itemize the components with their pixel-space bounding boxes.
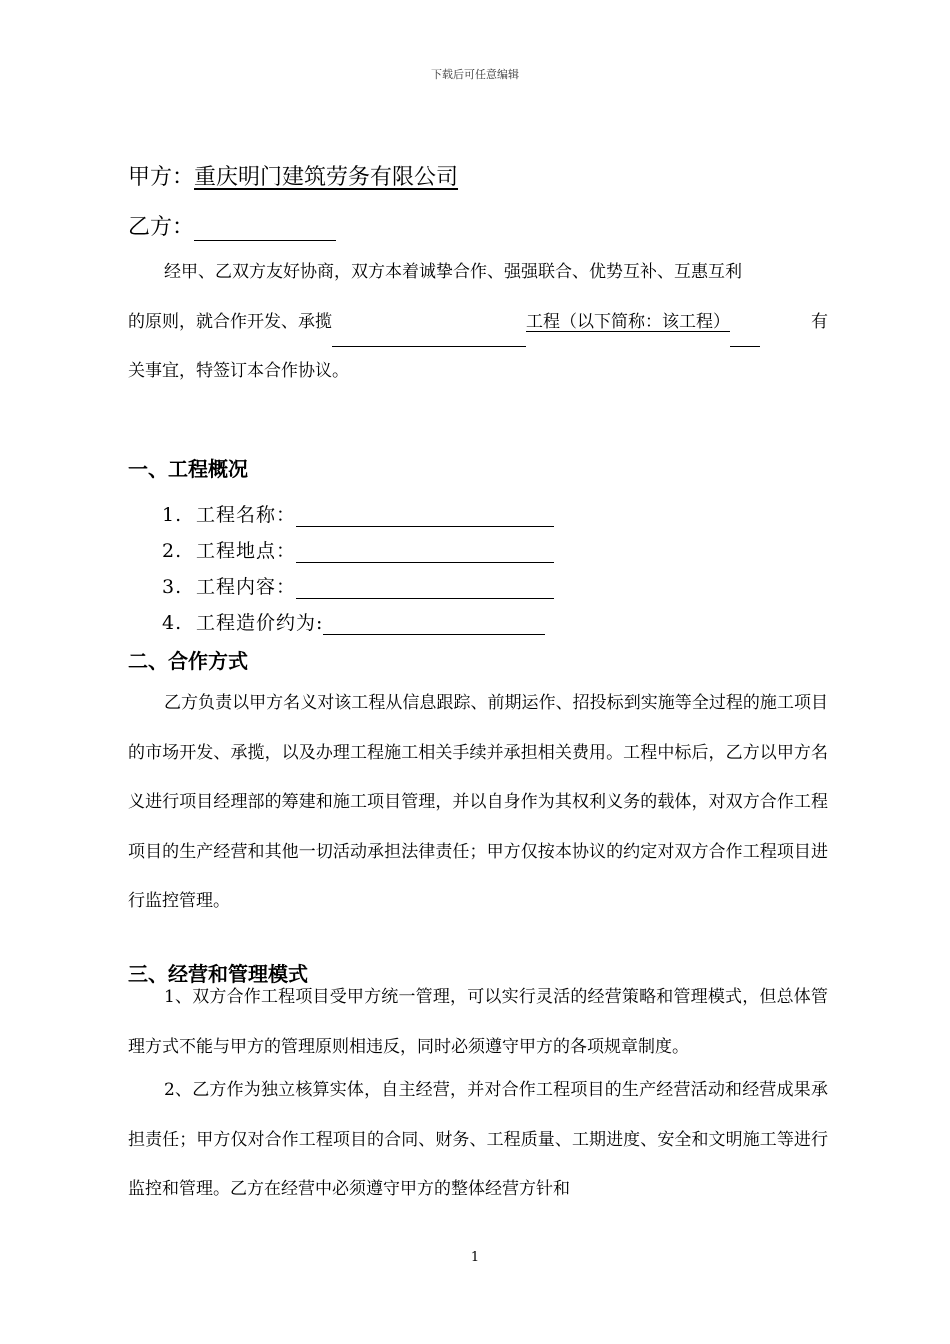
intro-line-2-underlined: 工程（以下简称：该工程） [526, 311, 730, 332]
party-b-blank [194, 218, 336, 241]
party-b-label: 乙方： [128, 215, 195, 240]
item-project-name [162, 500, 554, 527]
section-2-body: 乙方负责以甲方名义对该工程从信息跟踪、前期运作、招投标到实施等全过程的施工项目的市场开发、承揽，以及办理工程施工相关手续并承担相关费用。工程中标后，乙方以甲方名义进行项目经理部的筹建和施工项目管理，并以自身作为其权利义务的载体，对双方合作工程项目的生产经营和其他一切活动承担法律责任；甲方仅按本协议的约定对双方合作工程项目进行监控管理。 [128, 693, 828, 911]
item-number: 1. [162, 504, 183, 526]
project-blank-tail [730, 328, 760, 347]
party-b-line [128, 210, 336, 241]
item-label: 工程造价约为: [196, 612, 324, 634]
project-blank [332, 328, 526, 347]
section-3-title: 三、经营和管理模式 [128, 962, 308, 986]
item-blank [296, 540, 554, 563]
item-project-location [162, 536, 554, 563]
party-a-name: 重庆明门建筑劳务有限公司 [194, 165, 459, 190]
party-a-line [128, 160, 458, 191]
item-blank [323, 612, 545, 635]
item-number: 4. [162, 612, 183, 634]
party-a-label: 甲方： [128, 165, 195, 190]
page-number: 1 [470, 1250, 480, 1265]
item-label: 工程名称： [196, 504, 297, 526]
item-label: 工程内容： [196, 576, 297, 598]
section-2-title: 二、合作方式 [128, 649, 248, 673]
intro-line-2 [128, 298, 828, 348]
intro-line-3: 关事宜，特签订本合作协议。 [128, 361, 349, 381]
intro-paragraph [128, 248, 828, 397]
intro-line-2-prefix: 的原则，就合作开发、承揽 [128, 311, 332, 332]
item-number: 2. [162, 540, 183, 562]
intro-line-1: 经甲、乙双方友好协商，双方本着诚挚合作、强强联合、优势互补、互惠互利 [164, 262, 742, 282]
item-project-cost [162, 608, 545, 635]
section-3-para-1: 1、双方合作工程项目受甲方统一管理，可以实行灵活的经营策略和管理模式，但总体管理方式不能与甲方的管理原则相违反，同时必须遵守甲方的各项规章制度。 [128, 987, 828, 1057]
item-blank [296, 576, 554, 599]
header-note: 下载后可任意编辑 [431, 68, 519, 81]
item-number: 3. [162, 576, 183, 598]
item-label: 工程地点： [196, 540, 297, 562]
section-3-para-2: 2、乙方作为独立核算实体，自主经营，并对合作工程项目的生产经营活动和经营成果承担责任；甲方仅对合作工程项目的合同、财务、工程质量、工期进度、安全和文明施工等进行监控和管理。乙方在经营中必须遵守甲方的整体经营方针和 [128, 1080, 828, 1199]
intro-line-2-suffix: 有 [811, 311, 828, 332]
section-1-title: 一、工程概况 [128, 457, 248, 481]
item-project-content [162, 572, 554, 599]
item-blank [296, 504, 554, 527]
